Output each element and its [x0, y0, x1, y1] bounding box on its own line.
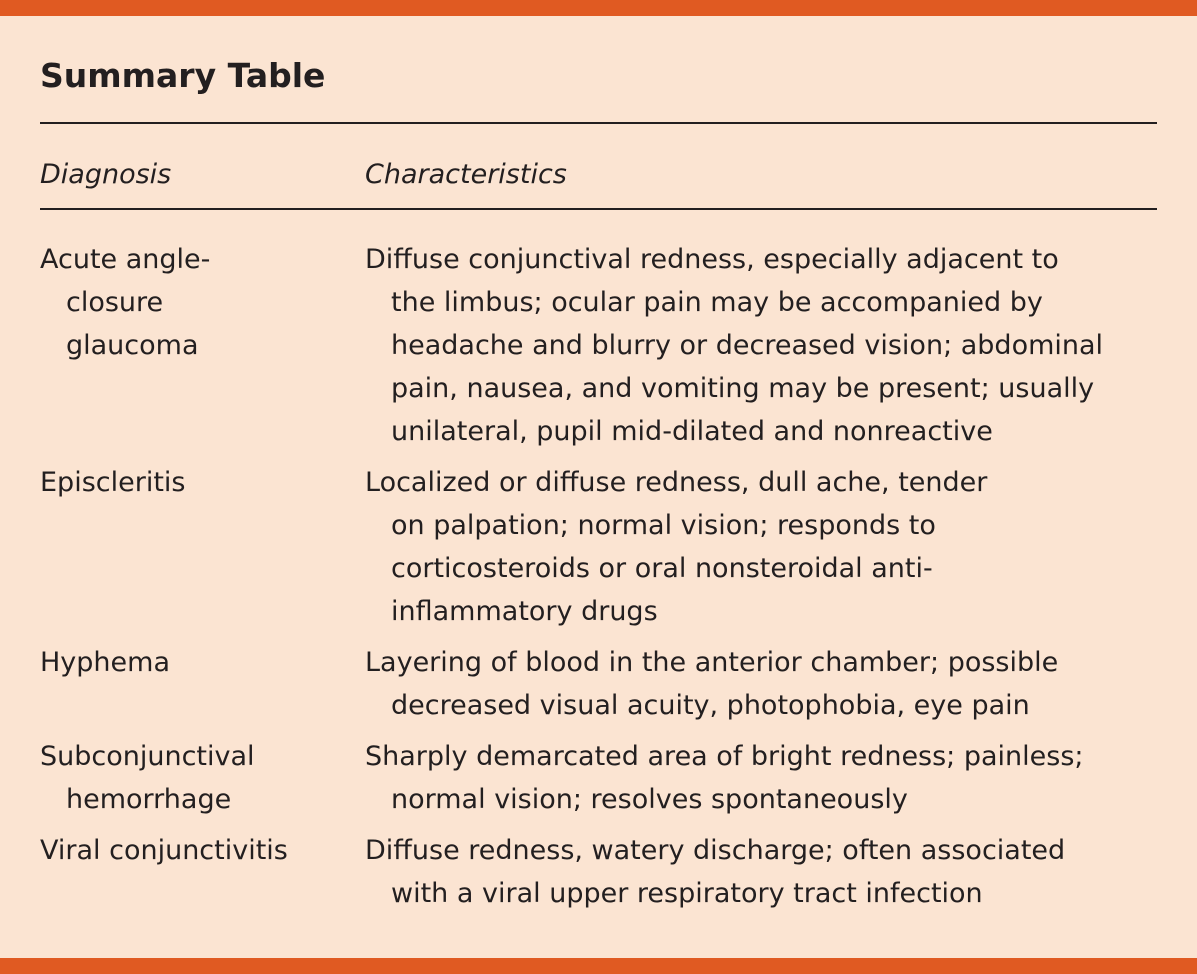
characteristics-line: the limbus; ocular pain may be accompanied by: [391, 287, 1043, 318]
characteristics-cell: [365, 735, 1157, 821]
characteristics-line: Diffuse redness, watery discharge; often associated: [365, 835, 1066, 866]
characteristics-line: corticosteroids or oral nonsteroidal anti-: [391, 553, 933, 584]
table-row: [40, 829, 1157, 915]
bottom-accent-bar: [0, 958, 1197, 974]
characteristics-line: Layering of blood in the anterior chamber; possible: [365, 647, 1059, 678]
diagnosis-cell: [40, 641, 365, 727]
diagnosis-line: Subconjunctival: [40, 741, 255, 772]
diagnosis-cell: [40, 829, 365, 915]
table-title: Summary Table: [40, 56, 326, 95]
top-accent-bar: [0, 0, 1197, 16]
characteristics-line: decreased visual acuity, photophobia, eye pain: [391, 690, 1030, 721]
diagnosis-line: Episcleritis: [40, 467, 186, 498]
characteristics-line: unilateral, pupil mid-dilated and nonreactive: [391, 416, 993, 447]
title-rule: [40, 122, 1157, 124]
characteristics-line: inflammatory drugs: [391, 596, 658, 627]
characteristics-line: Sharply demarcated area of bright redness; painless;: [365, 741, 1084, 772]
diagnosis-line: Viral conjunctivitis: [40, 835, 288, 866]
characteristics-cell: [365, 238, 1157, 453]
table-row: [40, 735, 1157, 821]
characteristics-line: normal vision; resolves spontaneously: [391, 784, 908, 815]
characteristics-line: headache and blurry or decreased vision; abdominal: [391, 330, 1104, 361]
header-diagnosis: Diagnosis: [40, 159, 172, 190]
diagnosis-line: Acute angle-: [40, 244, 211, 275]
characteristics-line: with a viral upper respiratory tract infection: [391, 878, 983, 909]
header-characteristics: Characteristics: [365, 159, 567, 190]
table-row: [40, 238, 1157, 453]
table-row: [40, 461, 1157, 633]
characteristics-cell: [365, 829, 1157, 915]
diagnosis-cell: [40, 238, 365, 453]
characteristics-cell: [365, 641, 1157, 727]
diagnosis-cell: [40, 461, 365, 633]
characteristics-line: on palpation; normal vision; responds to: [391, 510, 936, 541]
diagnosis-line: Hyphema: [40, 647, 170, 678]
diagnosis-line: glaucoma: [66, 330, 199, 361]
diagnosis-line: closure: [66, 287, 164, 318]
characteristics-line: Localized or diffuse redness, dull ache, tender: [365, 467, 988, 498]
header-rule: [40, 208, 1157, 210]
characteristics-cell: [365, 461, 1157, 633]
diagnosis-cell: [40, 735, 365, 821]
table-body: [40, 238, 1157, 923]
diagnosis-line: hemorrhage: [66, 784, 232, 815]
table-row: [40, 641, 1157, 727]
characteristics-line: pain, nausea, and vomiting may be present; usually: [391, 373, 1095, 404]
characteristics-line: Diffuse conjunctival redness, especially adjacent to: [365, 244, 1059, 275]
